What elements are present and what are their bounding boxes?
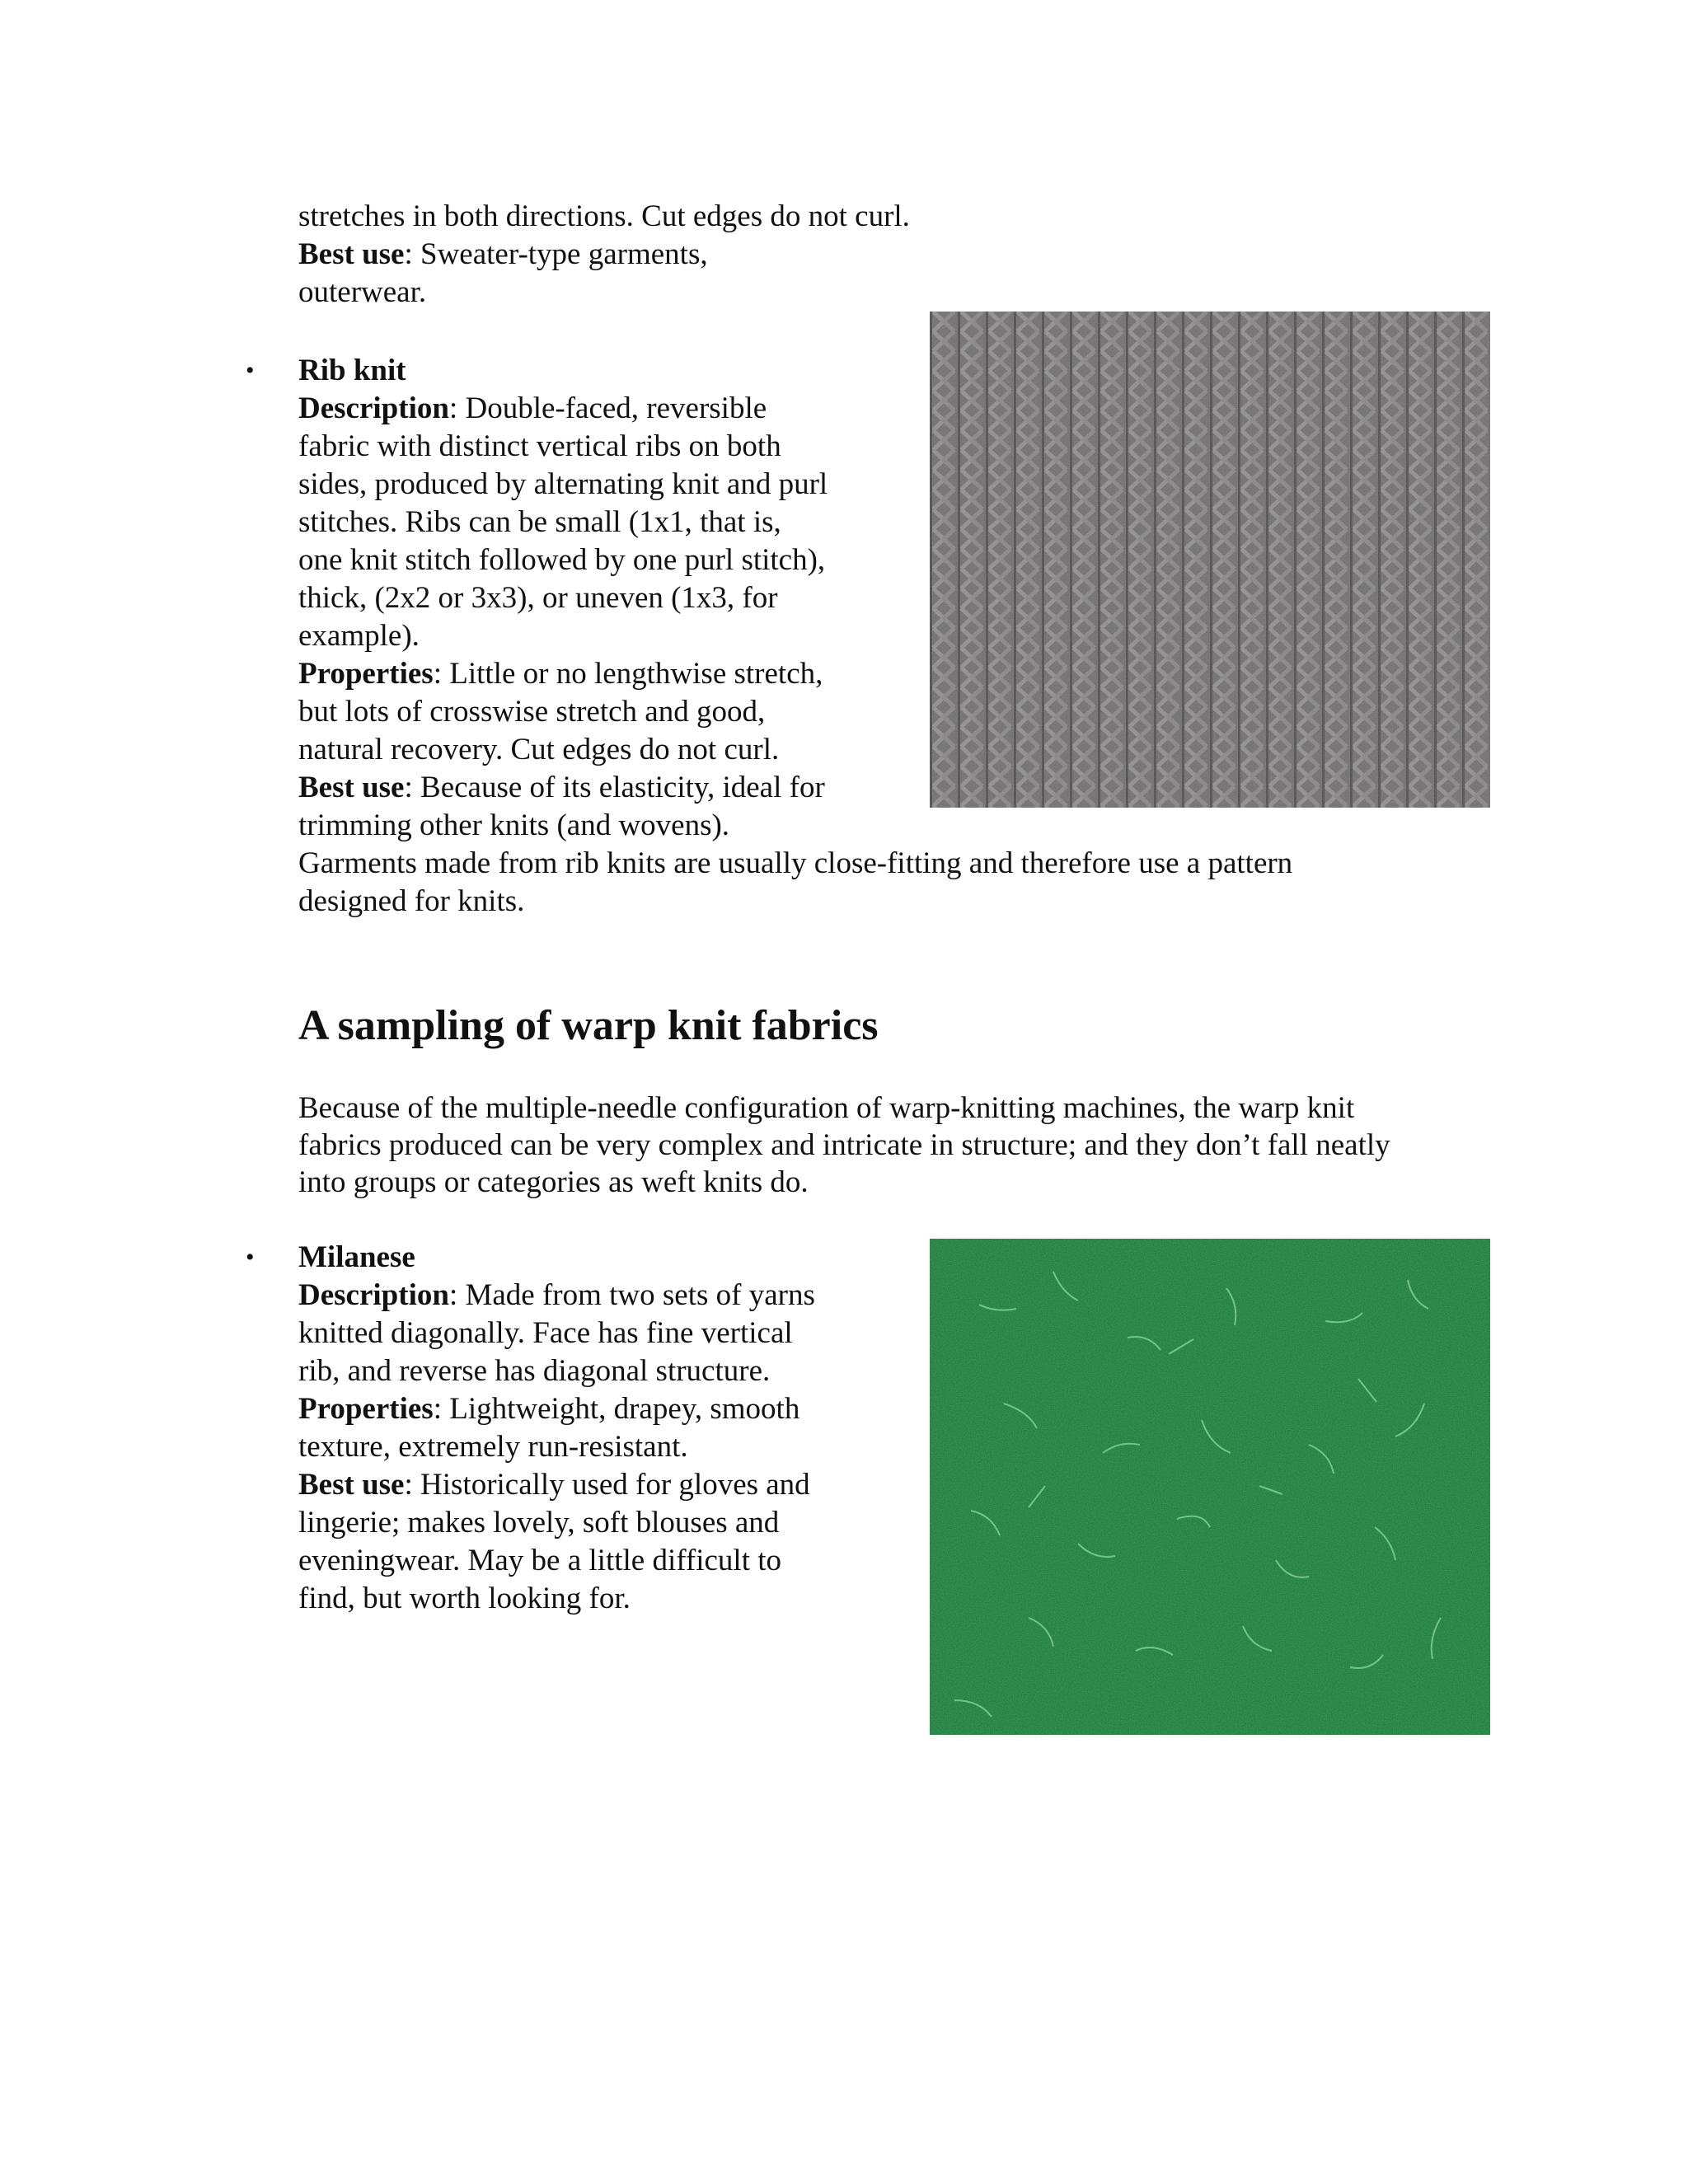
gray-rib-knit-fabric-swatch-icon xyxy=(930,312,1490,808)
rib-knit-image xyxy=(930,312,1490,808)
section-paragraph xyxy=(298,1090,1390,1201)
intro-best-use xyxy=(298,236,910,274)
best-use-text: : Because of its elasticity, ideal for xyxy=(404,771,825,804)
milanese-best-use-line: find, but worth looking for. xyxy=(298,1582,631,1615)
rib-properties-line: natural recovery. Cut edges do not curl. xyxy=(298,733,780,766)
bullet-icon: • xyxy=(246,357,255,384)
rib-properties-line: but lots of crosswise stretch and good, xyxy=(298,695,766,729)
rib-knit-title: Rib knit xyxy=(298,354,406,387)
rib-description-line: sides, produced by alternating knit and purl xyxy=(298,467,828,501)
milanese-image xyxy=(930,1239,1490,1735)
paragraph-line: into groups or categories as weft knits do. xyxy=(298,1165,809,1199)
milanese-properties-line xyxy=(298,1390,815,1428)
rib-description-line: example). xyxy=(298,619,420,653)
properties-text: : Lightweight, drapey, smooth xyxy=(433,1392,800,1426)
paragraph-line: fabrics produced can be very complex and intricate in structure; and they don’t fall neatly xyxy=(298,1128,1390,1162)
intro-line: stretches in both directions. Cut edges do not curl. xyxy=(298,199,910,233)
milanese-best-use-line: lingerie; makes lovely, soft blouses and xyxy=(298,1506,780,1540)
rib-description-line: fabric with distinct vertical ribs on both xyxy=(298,429,781,463)
description-text: : Double-faced, reversible xyxy=(448,391,767,425)
milanese-description-line xyxy=(298,1277,815,1315)
rib-description-line: stitches. Ribs can be small (1x1, that is, xyxy=(298,505,781,539)
milanese-best-use-line xyxy=(298,1466,815,1504)
milanese-block xyxy=(298,1239,815,1618)
best-use-text: : Sweater-type garments, xyxy=(404,237,708,271)
rib-best-use-line: Garments made from rib knits are usually close-fitting and therefore use a pattern xyxy=(298,846,1293,880)
properties-label: Properties xyxy=(298,1392,434,1426)
best-use-label: Best use xyxy=(298,1468,405,1502)
best-use-text: : Historically used for gloves and xyxy=(404,1468,810,1502)
rib-description-line: thick, (2x2 or 3x3), or uneven (1x3, for xyxy=(298,581,778,615)
bullet-icon: • xyxy=(246,1244,255,1271)
milanese-description-line: knitted diagonally. Face has fine vertical xyxy=(298,1316,793,1350)
description-label: Description xyxy=(298,391,449,425)
milanese-description-line: rib, and reverse has diagonal structure. xyxy=(298,1354,771,1388)
intro-best-use-cont: outerwear. xyxy=(298,275,427,309)
section-heading: A sampling of warp knit fabrics xyxy=(298,1002,879,1049)
intro-block xyxy=(298,198,910,312)
milanese-properties-line: texture, extremely run-resistant. xyxy=(298,1430,688,1464)
best-use-label: Best use xyxy=(298,237,405,271)
milanese-best-use-line: eveningwear. May be a little difficult to xyxy=(298,1544,782,1577)
paragraph-line: Because of the multiple-needle configuration of warp-knitting machines, the warp knit xyxy=(298,1091,1355,1125)
rib-best-use-line: designed for knits. xyxy=(298,884,525,918)
description-label: Description xyxy=(298,1278,449,1312)
rib-best-use-line: trimming other knits (and wovens). xyxy=(298,808,730,842)
green-milanese-fabric-swatch-icon xyxy=(930,1239,1490,1735)
properties-text: : Little or no lengthwise stretch, xyxy=(433,657,823,691)
milanese-title: Milanese xyxy=(298,1240,415,1274)
rib-description-line: one knit stitch followed by one purl stitch), xyxy=(298,543,826,577)
properties-label: Properties xyxy=(298,657,434,691)
description-text: : Made from two sets of yarns xyxy=(448,1278,815,1312)
best-use-label: Best use xyxy=(298,771,405,804)
